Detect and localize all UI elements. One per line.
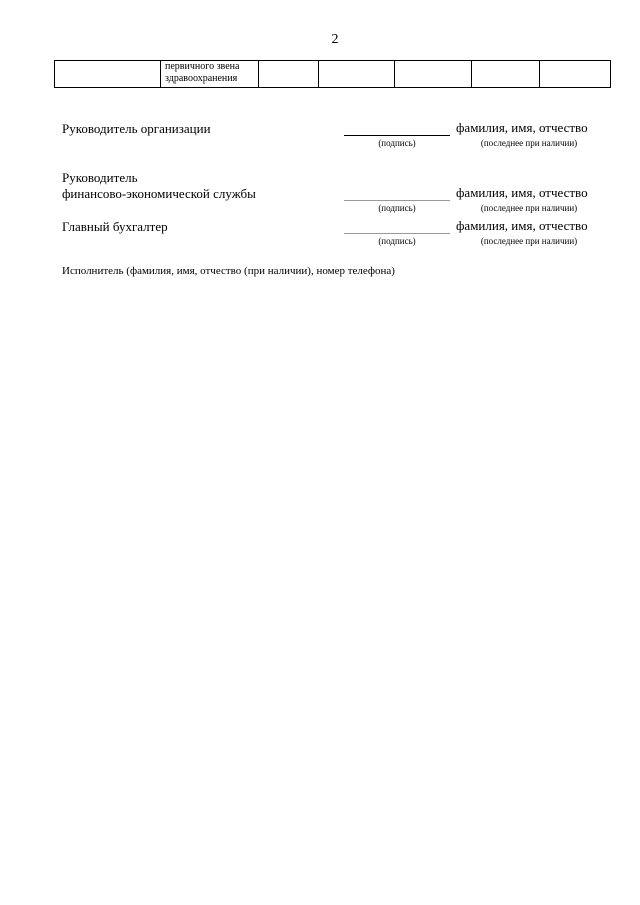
table-cell xyxy=(395,61,472,88)
head-name-caption: (последнее при наличии) xyxy=(480,138,578,148)
table-cell xyxy=(319,61,395,88)
form-table-fragment xyxy=(54,60,611,88)
chief-accountant-name-placeholder: фамилия, имя, отчество xyxy=(456,218,588,233)
table-cell xyxy=(540,61,611,88)
table-cell xyxy=(472,61,540,88)
head-signature-line[interactable] xyxy=(344,135,450,136)
chief-accountant-signature-caption: (подпись) xyxy=(378,236,416,246)
finance-head-name-placeholder: фамилия, имя, отчество xyxy=(456,185,588,200)
finance-head-signature-caption: (подпись) xyxy=(378,203,416,213)
finance-head-label-line-1: Руководитель xyxy=(62,170,138,185)
chief-accountant-label: Главный бухгалтер xyxy=(62,219,168,234)
head-signature-caption: (подпись) xyxy=(378,138,416,148)
head-name-placeholder: фамилия, имя, отчество xyxy=(456,120,588,135)
finance-head-name-caption: (последнее при наличии) xyxy=(480,203,578,213)
executor-line: Исполнитель (фамилия, имя, отчество (при наличии), номер телефона) xyxy=(62,265,395,277)
chief-accountant-signature-line[interactable] xyxy=(344,233,450,234)
head-of-organization-label: Руководитель организации xyxy=(62,121,211,136)
table-cell xyxy=(55,61,161,88)
chief-accountant-name-caption: (последнее при наличии) xyxy=(480,236,578,246)
table-cell xyxy=(259,61,319,88)
finance-head-signature-line[interactable] xyxy=(344,200,450,201)
table-row xyxy=(55,61,611,88)
page-number: 2 xyxy=(331,32,339,47)
table-cell: первичного звена здравоохранения xyxy=(161,61,259,88)
finance-head-label-line-2: финансово-экономической службы xyxy=(62,186,256,201)
